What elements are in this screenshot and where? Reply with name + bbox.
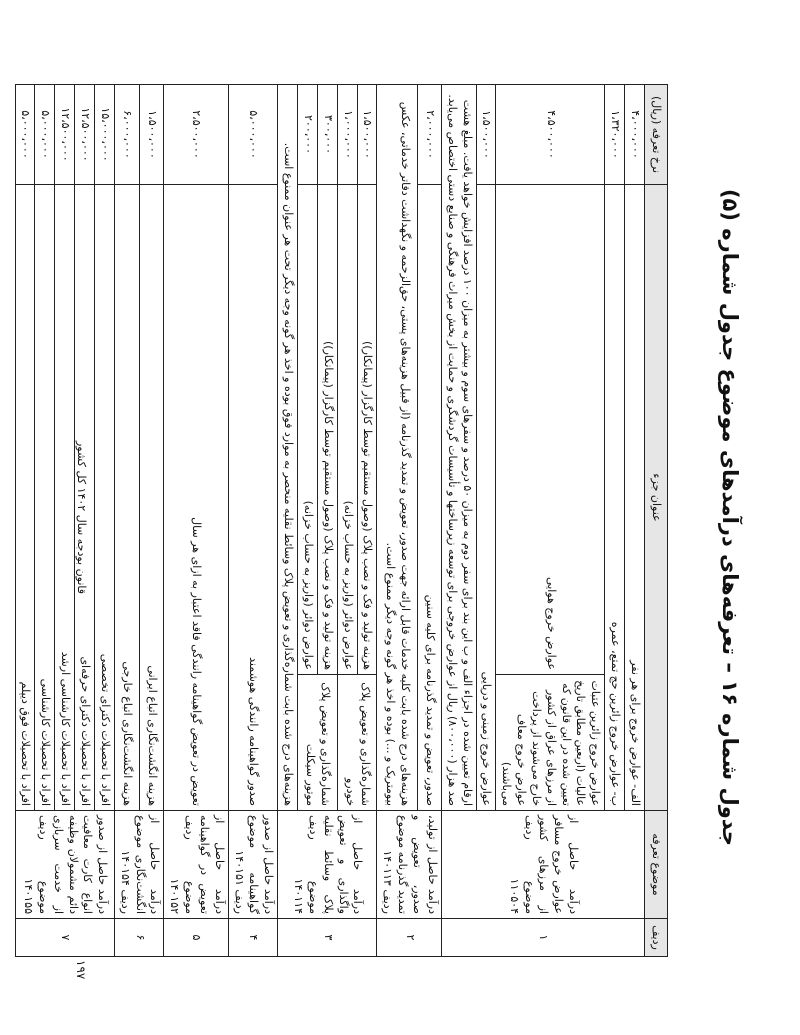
subject-cell: درآمد حاصل از صدور گواهینامه موضوع ردیف ۱۴۰۱۵۱ [228,811,278,919]
item-cell: شماره‌گذاری و تعویض پلاک خودرو [337,675,377,811]
page-title: جدول شماره ۱۶ – تعرفه‌های درآمدهای موضوع جدول شماره (۵) [718,188,742,847]
radif-cell: ۲ [377,919,441,957]
sub-item-cell: هزینه تولید و فک و نصب پلاک (وصول مستقیم توسط کارگزار (پیمانکار)) [357,185,377,675]
sub-item-cell: عوارض دوائر (واریز به حساب خزانه) [298,185,318,675]
rate-cell: ۱،۳۲۰،۰۰۰ [605,85,625,185]
rate-cell: ۱۵،۰۰۰،۰۰۰ [95,85,115,185]
header-rate: نرخ تعرفه (ریال) [645,85,668,185]
item-cell: افراد با تحصیلات دکترای تخصصی [95,185,115,811]
rate-cell: ۱،۵۰۰،۰۰۰ [139,85,164,185]
subject-cell: درآمد حاصل از واگذاری و تعویض پلاک وسائط نقلیه موضوع ردیف ۱۴۰۱۱۴ [278,811,377,919]
item-cell: افراد با تحصیلات کارشناسی ارشد [55,185,75,811]
rate-cell: ۱۲،۵۰۰،۰۰۰ [75,85,95,185]
radif-cell: ۵ [164,919,228,957]
page-number: ۱۹۷ [74,960,88,980]
rate-cell: ۲،۵۰۰،۰۰۰ [164,85,228,185]
subject-cell: درآمد حاصل از تولید، صدور، تعویض و تمدید گذرنامه موضوع ردیف ۱۴۰۱۱۳ [377,811,441,919]
table-header-row [645,85,668,957]
table-row [228,85,278,957]
subject-cell: درآمد حاصل از انگشت‌نگاری موضوع ردیف ۱۴۰۱۵۴ [114,811,164,919]
subject-cell: درآمد حاصل از تعویض در گواهینامه موضوع ردیف ۱۴۰۱۵۲ [164,811,228,919]
rate-cell: ۳۰۰،۰۰۰ [317,85,337,185]
rate-cell: ۵،۰۰۰،۰۰۰ [228,85,278,185]
header-subject: موضوع تعرفه [645,811,668,919]
item-cell: صدور، تعویض و تمدید گذرنامه برای کلیه سنین [418,185,441,811]
radif-cell: ۴ [228,919,278,957]
rate-cell: ۴،۰۰۰،۰۰۰ [625,85,645,185]
sub-item-cell: عوارض خروج هوایی [496,185,605,675]
rate-cell: ۴،۵۰۰،۰۰۰ [496,85,605,185]
table-row [139,85,164,957]
sub-item-cell: عوارض دوائر (واریز به حساب خزانه) [337,185,357,675]
table-row [95,85,115,957]
note-cell: هزینه‌های درج شده بابت کلیه خدمات قابل ارائه جهت صدور، تعویض و تمدید گذرنامه (از قبیل هزینه‌های پستی، حق‌الزحمه و نگهداشت دفاتر خدماتی، عکس بیومتریک و ...) بوده و اخذ هر گونه وجه دیگر ممنوع است. [377,85,418,811]
item-cell: صدور گواهینامه رانندگی هوشمند [228,185,278,811]
rate-cell: ۲۰۰،۰۰۰ [298,85,318,185]
table-row [418,85,441,957]
item-cell: هزینه انگشت‌نگاری اتباع ایرانی [139,185,164,811]
rate-cell: ۱،۵۰۰،۰۰۰ [357,85,377,185]
rate-cell: ۲،۰۰۰،۰۰۰ [418,85,441,185]
item-cell: ب- عوارض خروج زائرین حج تمتع، عمره [605,185,625,811]
rate-cell: ۵،۰۰۰،۰۰۰ [15,85,35,185]
subject-cell: درآمد حاصل از صدور انواع کارت معافیت دائم مشمولان وظیفه از خدمت سربازی موضوع ردیف ۱۴۰۱۵۵ [15,811,114,919]
item-cell: عوارض خروج زمینی و دریایی [476,185,496,811]
item-cell: شماره‌گذاری و تعویض پلاک موتور سیکلت [298,675,338,811]
rate-cell: ۱۲،۵۰۰،۰۰۰ [55,85,75,185]
item-cell: تعویض در تعویض گواهینامه رانندگی فاقد اعتبار به ازای هر سال [164,185,228,811]
item-cell: افراد با تحصیلات فوق دیپلم [15,185,35,811]
header-radif: ردیف [645,919,668,957]
subject-cell: درآمد حاصل از عوارض خروج مسافر از مرزهای کشور موضوع ردیف ۱۱۰۵۰۴ [441,811,644,919]
page-footer: قانون بودجه سال ۱۴۰۲ کل کشور [75,440,88,595]
item-cell: الف- عوارض خروج برای هر نفر [625,185,645,811]
item-cell: عوارض خروج زائرین عتبات عالیات (اربعین مطابق تاریخ تعیین شده در این قانون که از مرزهای عراق از کشور خارج می‌شوند از پرداخت عوارض خروج معاف می‌باشند) [496,675,605,811]
table-row [357,85,377,957]
header-item: عنوان جزء [645,185,668,811]
table-row [625,85,645,957]
radif-cell: ۳ [278,919,377,957]
rate-cell: ۶،۰۰۰،۰۰۰ [114,85,139,185]
item-cell: افراد با تحصیلات دکترای حرفه‌ای [75,185,95,811]
rate-cell: ۱،۵۰۰،۰۰۰ [476,85,496,185]
rate-cell: ۱،۰۰۰،۰۰۰ [337,85,357,185]
item-cell: هزینه انگشت‌نگاری اتباع خارجی [114,185,139,811]
table-row [164,85,228,957]
radif-cell: ۶ [114,919,164,957]
radif-cell: ۱ [441,919,644,957]
tariff-table [15,84,668,957]
rate-cell: ۵،۰۰۰،۰۰۰ [35,85,55,185]
note-cell: ارقام تعیین شده در اجزاء الف و ب این بند برای سفر دوم به میزان ۵۰ درصد و سفرهای سوم و بیشتر به میزان ۱۰۰ درصد افزایش خواهد یافت. مبلغ هشت صد هزار (۸۰۰،۰۰۰) ریال از عوارض خروجی برای توسعه زیرساختها و تأسیسات گردشگری و حمایت از بخش میراث فرهنگی و صنایع دستی اختصاص می‌یابد. [441,85,476,811]
sub-item-cell: هزینه تولید و فک و نصب پلاک (وصول مستقیم توسط کارگزار (پیمانکار)) [317,185,337,675]
note-cell: هزینه‌های درج شده بابت شماره‌گذاری و تعویض پلاک وسائط نقلیه منحصر به موارد فوق بوده و اخذ هر گونه وجه دیگر تحت هر عنوان ممنوع است. [278,85,298,811]
item-cell: افراد با تحصیلات کارشناسی [35,185,55,811]
radif-cell: ۷ [15,919,114,957]
